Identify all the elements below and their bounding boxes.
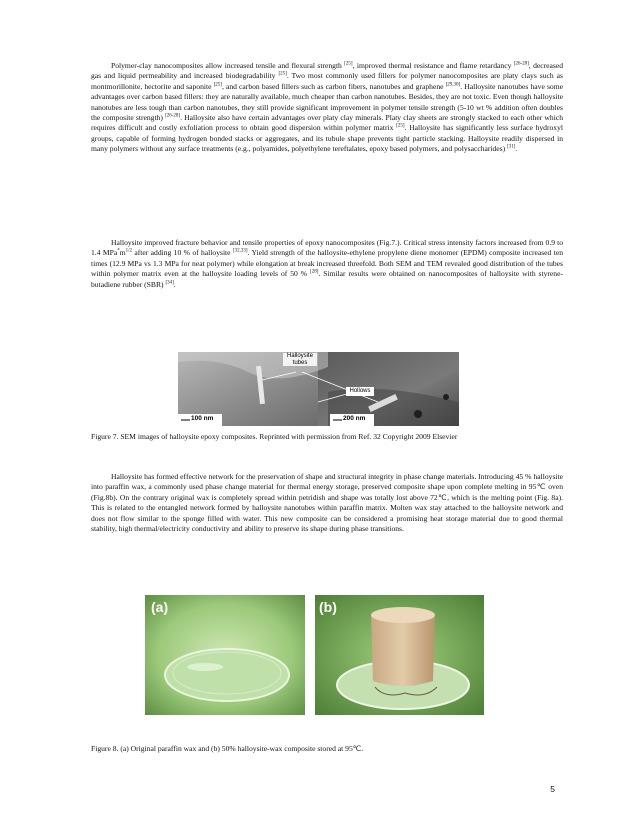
text-run: , and carbon based fillers such as carbon fibers, nanotubes and graphene: [221, 81, 446, 91]
text-run: Polymer-clay nanocomposites allow increased tensile and flexural strength: [111, 61, 345, 70]
sem-micrograph: [178, 352, 459, 426]
paraffin-wax-photo: [145, 595, 305, 715]
citation: [31]: [507, 144, 516, 150]
citation: [25]: [278, 71, 287, 77]
text-run: Halloysite improved fracture behavior and tensile properties of epoxy nanocomposites (Fig.7.). Critical stress intensity factors increased from 0.9 to 1.4 MPa: [91, 238, 563, 258]
citation: [26-28]: [165, 113, 181, 119]
text-run: . Halloysite has significantly less surface hydroxyl groups, capable of forming hydrogen bonded stacks or aggregates, and its tubule shape prevents tight particle stacking. Halloysite readily dispersed in many polymers without any surface treatments (e.g., polyamides, polyethylene tereftalates, epoxy based polymers, and polysaccharides): [91, 123, 564, 154]
paragraph-polymer-clay: [91, 61, 563, 155]
text-run: . Halloysite nanotubes have some advantages over carbon based fillers: they are naturally available, much cheaper than carbon nanotubes. Besides, they are not toxic. Even though halloysite nanotubes are less tough than carbon nanotubes, they still provide significant improvement in polymer tensile strength (5-10 wt % addition often doubles the composite strength): [91, 81, 563, 123]
paragraph-phase-change: [91, 472, 563, 534]
text-run: , improved thermal resistance and flame retardancy: [352, 61, 514, 70]
text-run: . Similar results were obtained on nanocomposites of halloysite with styrene-butadiene rubber (SBR): [91, 269, 563, 289]
figure-8b-label: (b): [319, 599, 337, 615]
text-run: m: [119, 248, 126, 258]
text-run: .: [173, 279, 176, 289]
citation: [25]: [213, 82, 222, 88]
figure-7-caption: Figure 7. SEM images of halloysite epoxy composites. Reprinted with permission from Ref. 32 Copyright 2009 Elsevier: [91, 432, 458, 441]
figure-8b-photo: [315, 595, 484, 715]
figure-8-caption: Figure 8. (a) Original paraffin wax and (b) 50% halloysite-wax composite stored at 95℃.: [91, 744, 364, 753]
scale-bar-right: 200 nm: [343, 415, 366, 422]
superscript: 1/2: [125, 248, 133, 254]
text-run: , decreased gas and liquid permeability and increased biodegradability: [91, 61, 564, 81]
figure-8a-label: (a): [151, 599, 169, 615]
figure-8a-photo: [145, 595, 305, 715]
scale-bar-left: 100 nm: [191, 415, 214, 422]
paragraph-fracture-behavior: [91, 238, 563, 290]
citation: [26-28]: [513, 61, 529, 67]
page-number: 5: [550, 784, 555, 794]
text-run: after adding 10 % of halloysite: [132, 248, 233, 258]
text-run: Halloysite has formed effective network for the preservation of shape and structural integrity in phase change materials. Introducing 45 % halloysite into paraffin wax, a commonly used phase change material for thermal energy storage, preserved composite shape upon complete melting in 95℃ oven (Fig.8b). On the contrary original wax is completely spread within petridish and shape was totally lost above 72℃, which is the melting point (Fig. 8a). This is related to the entangled network formed by halloysite nanotubes within paraffin matrix. Molten wax stay attached to the halloysite network and does not flow similar to the sponge filled with water. This new composite can be considered a promising heat storage material due to good thermal stability, high thermal/electricity conductivity and ability to preserve its shape during phase transitions.: [91, 472, 563, 534]
halloysite-wax-composite-photo: [315, 595, 484, 715]
text-run: . Halloysite also have certain advantages over platy clay minerals. Platy clay sheets are strongly stacked to each other which requires difficult and costly exfoliation process to obtain good dispersion within polymer matrix: [91, 113, 563, 133]
text-run: . Two most commonly used fillers for polymer nanocomposites are platy clays such as montmorillonite, hectorite and saponite: [91, 71, 564, 91]
superscript: *: [117, 248, 120, 254]
citation: [29,30]: [445, 82, 461, 88]
text-run: . Yield strength of the halloysite-ethylene propylene diene monomer (EPDM) composite increased ten times (12.9 MPa vs 1.3 MPa for neat polymer) while elongation at break increased threefold. Both SEM and TEM revealed good distribution of the tubes within polymer matrix even at the halloysite loading levels of 50 %: [91, 248, 563, 279]
citation: [28]: [310, 269, 319, 275]
citation: [34]: [165, 280, 174, 286]
citation: [32,33]: [232, 248, 248, 254]
text-run: .: [515, 144, 518, 154]
citation: [25]: [396, 123, 405, 129]
figure-7-sem-image: [178, 352, 459, 426]
citation: [25]: [344, 61, 353, 67]
halloysite-tubes-label: Halloysite tubes: [283, 353, 317, 366]
hollows-label: Hollows: [349, 388, 371, 394]
